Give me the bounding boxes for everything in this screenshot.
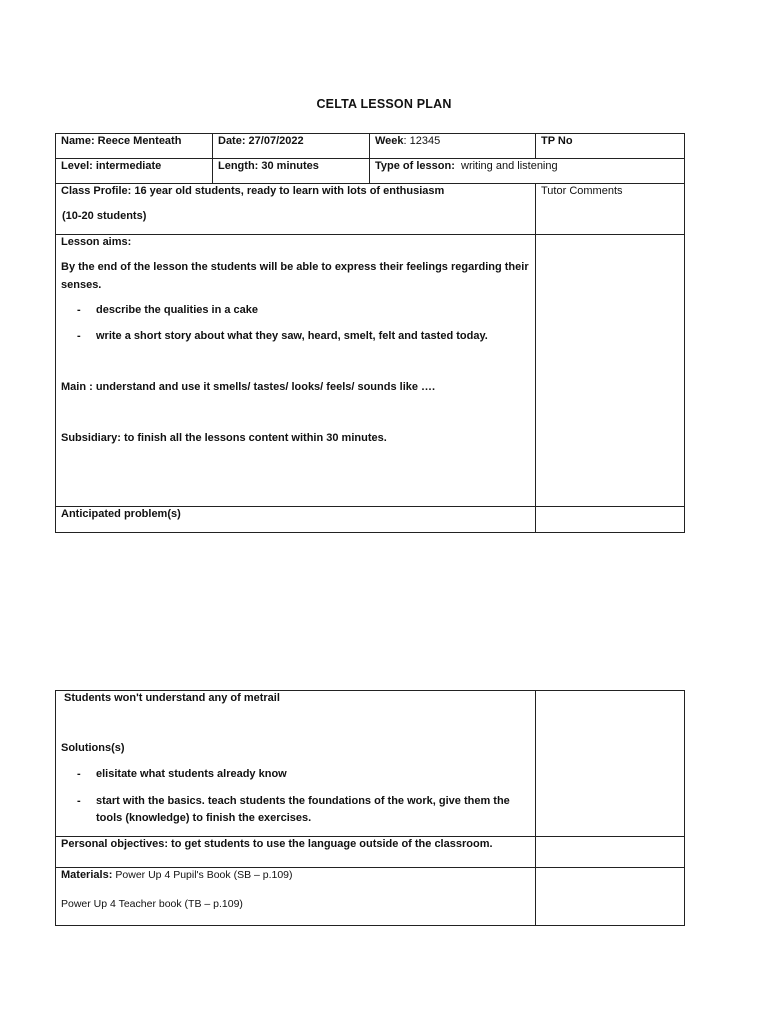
problems-comment-cell	[536, 691, 685, 837]
lesson-plan-table	[55, 133, 685, 533]
class-profile-line1: Class Profile: 16 year old students, ready to learn with lots of enthusiasm	[61, 185, 445, 197]
type-label: Type of lesson:	[375, 160, 455, 172]
lesson-aims-intro-1: By the end of the lesson the students will be able to express their feelings regarding their	[61, 261, 529, 273]
length-text: Length: 30 minutes	[218, 160, 319, 172]
materials-cell	[56, 868, 536, 926]
tp-text: TP No	[541, 135, 573, 147]
week-value: : 12345	[403, 135, 441, 147]
lesson-aims-cell	[56, 235, 536, 507]
personal-objectives-comment	[536, 837, 685, 868]
problems-cell	[56, 691, 536, 837]
personal-objectives-cell	[56, 837, 536, 868]
materials-label: Materials:	[61, 869, 113, 881]
level-text: Level: intermediate	[61, 160, 162, 172]
bullet-dash: -	[77, 795, 81, 807]
week-label: Week	[375, 135, 404, 147]
materials-line2: Power Up 4 Teacher book (TB – p.109)	[61, 898, 243, 910]
class-profile-cell	[56, 184, 536, 235]
solution-1: elisitate what students already know	[96, 768, 287, 780]
aim-bullet-2: write a short story about what they saw, heard, smelt, felt and tasted today.	[96, 330, 488, 342]
date-text: Date: 27/07/2022	[218, 135, 304, 147]
type-cell	[370, 159, 685, 184]
date-cell	[213, 134, 370, 159]
problem-text: Students won't understand any of metrail	[64, 692, 280, 704]
anticipated-cell	[56, 507, 536, 533]
personal-objectives-text: Personal objectives: to get students to use the language outside of the classroom.	[61, 838, 493, 850]
tutor-comments-label: Tutor Comments	[541, 185, 623, 197]
tutor-comments-cell	[536, 184, 685, 235]
level-cell	[56, 159, 213, 184]
lesson-aims-heading: Lesson aims:	[61, 236, 132, 248]
bullet-dash: -	[77, 768, 81, 780]
tp-cell	[536, 134, 685, 159]
name-cell	[56, 134, 213, 159]
name-text: Name: Reece Menteath	[61, 135, 182, 147]
type-value: writing and listening	[461, 160, 558, 172]
solutions-heading: Solutions(s)	[61, 742, 125, 754]
solution-2: start with the basics. teach students the foundations of the work, give them the	[96, 795, 510, 807]
anticipated-comment-cell	[536, 507, 685, 533]
length-cell	[213, 159, 370, 184]
aim-bullet-1: describe the qualities in a cake	[96, 304, 259, 316]
problems-table	[55, 690, 685, 926]
anticipated-label: Anticipated problem(s)	[61, 508, 181, 520]
bullet-dash: -	[77, 304, 81, 316]
subsidiary-aim: Subsidiary: to finish all the lessons content within 30 minutes.	[61, 432, 387, 444]
bullet-dash: -	[77, 330, 81, 342]
page-title: CELTA LESSON PLAN	[316, 97, 452, 111]
materials-comment-cell	[536, 868, 685, 926]
class-profile-line2: (10-20 students)	[62, 210, 147, 222]
materials-line1: Power Up 4 Pupil's Book (SB – p.109)	[115, 869, 293, 881]
main-aim: Main : understand and use it smells/ tastes/ looks/ feels/ sounds like ….	[61, 381, 436, 393]
tutor-comments-blank	[536, 235, 685, 507]
solution-2-cont: tools (knowledge) to finish the exercises.	[96, 812, 312, 824]
week-cell	[370, 134, 536, 159]
lesson-aims-intro-2: senses.	[61, 279, 102, 291]
